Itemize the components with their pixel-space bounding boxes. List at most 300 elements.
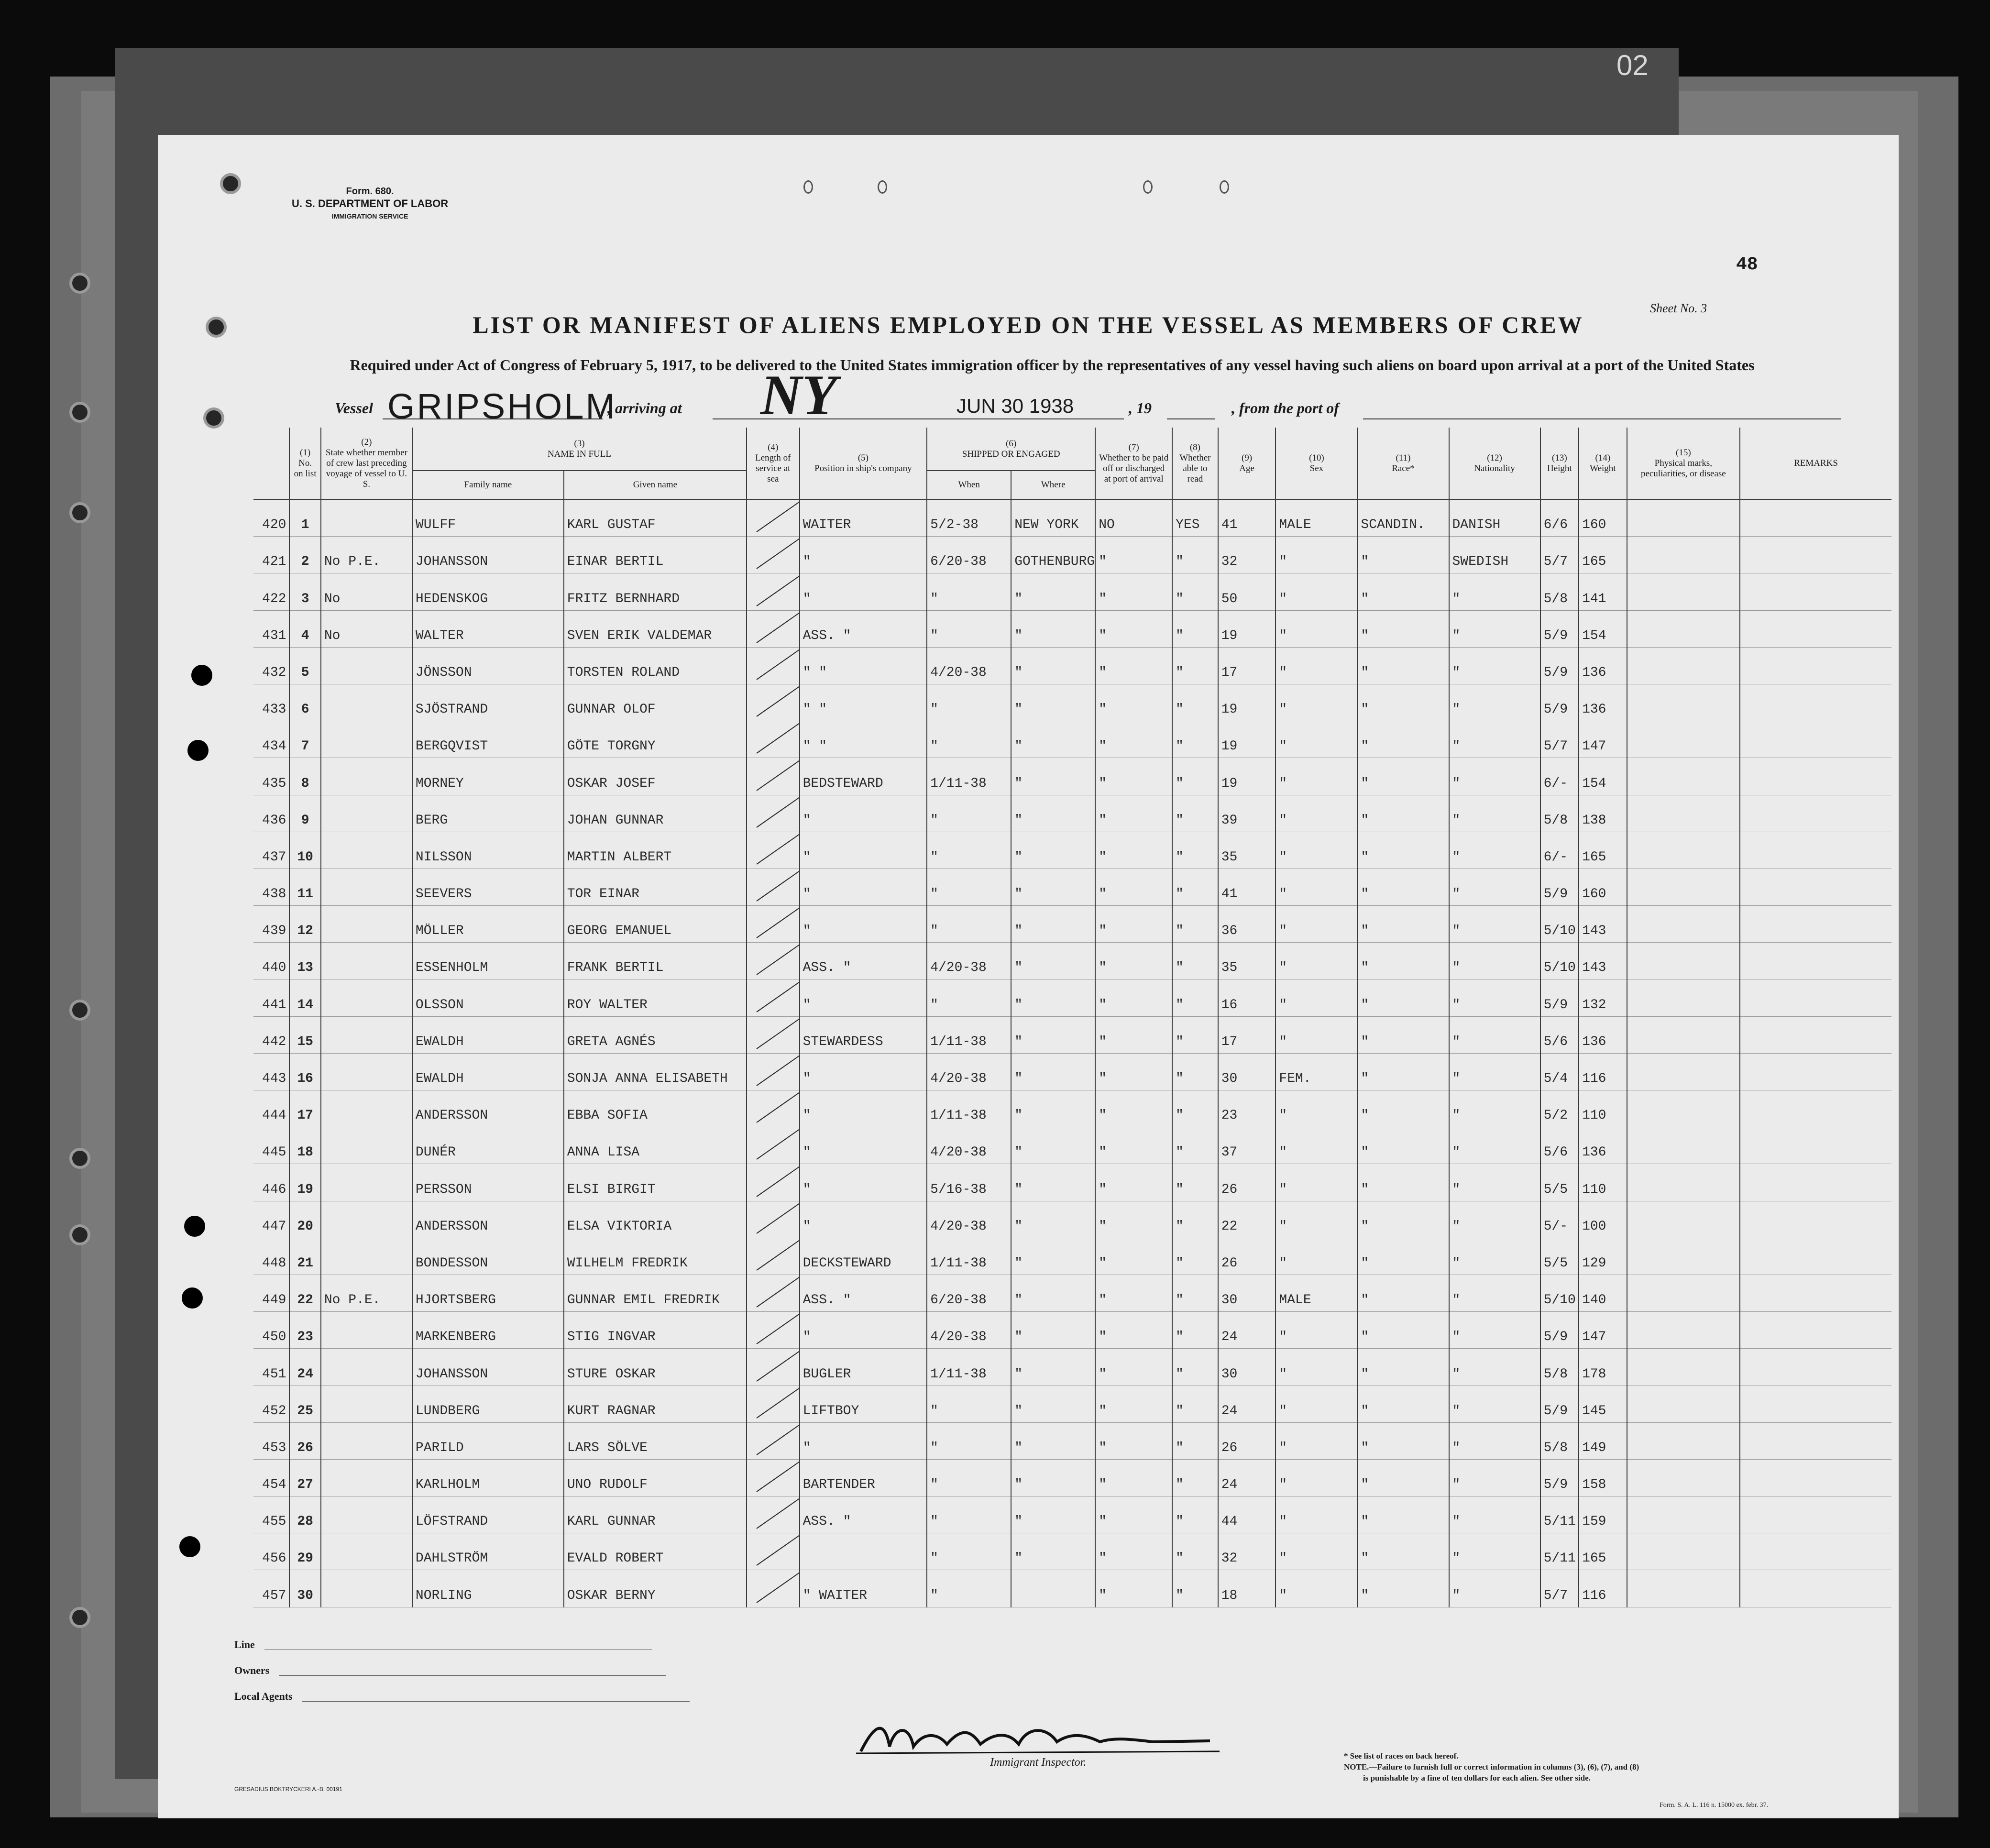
shipped-when-cell: 1/11-38 bbox=[927, 1016, 1011, 1053]
able-to-read-cell: " bbox=[1172, 610, 1218, 647]
from-port-label: , from the port of bbox=[1231, 399, 1339, 417]
age-cell: 24 bbox=[1218, 1312, 1276, 1349]
position-cell: LIFTBOY bbox=[800, 1386, 927, 1422]
remarks-cell bbox=[1740, 1201, 1891, 1238]
age-cell: 32 bbox=[1218, 1533, 1276, 1570]
service-length-cell bbox=[747, 979, 800, 1016]
list-prefix-number: 448 bbox=[253, 1238, 289, 1275]
age-cell: 22 bbox=[1218, 1201, 1276, 1238]
weight-cell: 154 bbox=[1579, 610, 1627, 647]
list-prefix-number: 451 bbox=[253, 1349, 289, 1386]
weight-cell: 140 bbox=[1579, 1275, 1627, 1311]
able-to-read-cell: " bbox=[1172, 1201, 1218, 1238]
service-length-cell bbox=[747, 573, 800, 610]
arriving-label: , arriving at bbox=[607, 399, 682, 417]
footnotes bbox=[1344, 1750, 1639, 1783]
race-cell: " bbox=[1357, 1090, 1449, 1127]
given-name-cell: ELSA VIKTORIA bbox=[564, 1201, 747, 1238]
list-prefix-number: 455 bbox=[253, 1496, 289, 1533]
check-mark bbox=[756, 1275, 799, 1308]
shipped-when-cell: " bbox=[927, 795, 1011, 832]
able-to-read-cell: " bbox=[1172, 1349, 1218, 1386]
col13-header bbox=[1540, 428, 1579, 499]
sex-cell: " bbox=[1275, 1459, 1357, 1496]
age-cell: 17 bbox=[1218, 647, 1276, 684]
previous-voyage-cell bbox=[321, 647, 412, 684]
list-number: 25 bbox=[289, 1386, 320, 1422]
shipped-when-cell: 1/11-38 bbox=[927, 1238, 1011, 1275]
underline bbox=[713, 418, 1124, 419]
manifest-page bbox=[158, 135, 1899, 1818]
able-to-read-cell: " bbox=[1172, 1533, 1218, 1570]
weight-cell: 147 bbox=[1579, 721, 1627, 758]
underline bbox=[383, 418, 603, 419]
physical-marks-cell bbox=[1627, 1016, 1740, 1053]
age-cell: 35 bbox=[1218, 943, 1276, 979]
remarks-cell bbox=[1740, 758, 1891, 795]
race-cell: " bbox=[1357, 537, 1449, 573]
sex-cell: " bbox=[1275, 721, 1357, 758]
given-name-cell: WILHELM FREDRIK bbox=[564, 1238, 747, 1275]
able-to-read-cell: " bbox=[1172, 1238, 1218, 1275]
height-cell: 5/7 bbox=[1540, 537, 1579, 573]
family-name-cell: SEEVERS bbox=[412, 869, 564, 905]
age-cell: 32 bbox=[1218, 537, 1276, 573]
col-number: (15) bbox=[1676, 447, 1691, 458]
shipped-where-cell: " bbox=[1011, 1201, 1095, 1238]
binder-hole bbox=[878, 180, 887, 194]
physical-marks-cell bbox=[1627, 647, 1740, 684]
check-mark bbox=[756, 684, 799, 717]
shipped-where-cell: " bbox=[1011, 979, 1095, 1016]
family-name-cell: OLSSON bbox=[412, 979, 564, 1016]
position-cell: " bbox=[800, 832, 927, 869]
local-agents-label: Local Agents bbox=[234, 1690, 293, 1702]
shipped-where-cell: " bbox=[1011, 1459, 1095, 1496]
family-name-cell: KARLHOLM bbox=[412, 1459, 564, 1496]
blank-line bbox=[302, 1701, 690, 1702]
check-mark bbox=[756, 647, 799, 680]
check-mark bbox=[756, 1090, 799, 1123]
height-cell: 5/8 bbox=[1540, 1349, 1579, 1386]
physical-marks-cell bbox=[1627, 1533, 1740, 1570]
list-prefix-number: 446 bbox=[253, 1164, 289, 1201]
family-name-cell: WALTER bbox=[412, 610, 564, 647]
shipped-when-cell: " bbox=[927, 1386, 1011, 1422]
position-cell: " bbox=[800, 906, 927, 943]
sex-cell: " bbox=[1275, 1090, 1357, 1127]
race-cell: " bbox=[1357, 1238, 1449, 1275]
physical-marks-cell bbox=[1627, 1349, 1740, 1386]
shipped-where-cell: " bbox=[1011, 1090, 1095, 1127]
list-prefix-number: 436 bbox=[253, 795, 289, 832]
shipped-when-cell: 1/11-38 bbox=[927, 1090, 1011, 1127]
weight-cell: 110 bbox=[1579, 1090, 1627, 1127]
footer-agents bbox=[234, 1683, 690, 1709]
able-to-read-cell: " bbox=[1172, 1090, 1218, 1127]
weight-cell: 145 bbox=[1579, 1386, 1627, 1422]
binder-hole bbox=[203, 407, 224, 429]
physical-marks-cell bbox=[1627, 869, 1740, 905]
list-number: 23 bbox=[289, 1312, 320, 1349]
family-name-cell: MÖLLER bbox=[412, 906, 564, 943]
previous-voyage-cell bbox=[321, 869, 412, 905]
list-prefix-number: 445 bbox=[253, 1127, 289, 1164]
list-number: 15 bbox=[289, 1016, 320, 1053]
physical-marks-cell bbox=[1627, 1386, 1740, 1422]
paid-off-cell: " bbox=[1095, 943, 1172, 979]
physical-marks-cell bbox=[1627, 832, 1740, 869]
able-to-read-cell: " bbox=[1172, 1386, 1218, 1422]
race-cell: " bbox=[1357, 1459, 1449, 1496]
shipped-where-cell: " bbox=[1011, 943, 1095, 979]
vessel-name: GRIPSHOLM bbox=[387, 386, 617, 426]
previous-voyage-cell bbox=[321, 1459, 412, 1496]
binder-hole bbox=[69, 502, 90, 523]
physical-marks-cell bbox=[1627, 573, 1740, 610]
check-mark bbox=[756, 1201, 799, 1234]
check-mark bbox=[756, 499, 799, 532]
sex-cell: " bbox=[1275, 1201, 1357, 1238]
list-prefix-number: 437 bbox=[253, 832, 289, 869]
table-row bbox=[253, 795, 1891, 832]
service-length-cell bbox=[747, 1422, 800, 1459]
shipped-when-cell: " bbox=[927, 869, 1011, 905]
previous-voyage-cell bbox=[321, 1570, 412, 1607]
table-row bbox=[253, 647, 1891, 684]
position-cell: " " bbox=[800, 721, 927, 758]
service-length-cell bbox=[747, 1090, 800, 1127]
check-mark bbox=[756, 1533, 799, 1566]
nationality-cell: " bbox=[1449, 1201, 1540, 1238]
physical-marks-cell bbox=[1627, 1422, 1740, 1459]
list-prefix-number: 439 bbox=[253, 906, 289, 943]
check-mark bbox=[756, 1312, 799, 1345]
remarks-cell bbox=[1740, 1090, 1891, 1127]
previous-voyage-cell: No P.E. bbox=[321, 537, 412, 573]
remarks-cell bbox=[1740, 979, 1891, 1016]
paid-off-cell: " bbox=[1095, 684, 1172, 721]
shipped-when-cell: 5/16-38 bbox=[927, 1164, 1011, 1201]
able-to-read-cell: YES bbox=[1172, 499, 1218, 537]
weight-cell: 136 bbox=[1579, 684, 1627, 721]
remarks-cell bbox=[1740, 1422, 1891, 1459]
race-cell: " bbox=[1357, 943, 1449, 979]
age-cell: 41 bbox=[1218, 869, 1276, 905]
col-number: (8) bbox=[1189, 442, 1200, 452]
height-cell: 5/- bbox=[1540, 1201, 1579, 1238]
col14-header bbox=[1579, 428, 1627, 499]
col-label: NAME IN FULL bbox=[547, 449, 611, 459]
manifest-title: LIST OR MANIFEST OF ALIENS EMPLOYED ON THE VESSEL AS MEMBERS OF CREW bbox=[473, 311, 1584, 338]
crew-manifest-table bbox=[253, 428, 1891, 1607]
weight-cell: 136 bbox=[1579, 1016, 1627, 1053]
paid-off-cell: " bbox=[1095, 1127, 1172, 1164]
height-cell: 5/9 bbox=[1540, 610, 1579, 647]
weight-cell: 165 bbox=[1579, 832, 1627, 869]
table-row bbox=[253, 906, 1891, 943]
nationality-cell: " bbox=[1449, 721, 1540, 758]
paid-off-cell: NO bbox=[1095, 499, 1172, 537]
table-row bbox=[253, 721, 1891, 758]
weight-cell: 165 bbox=[1579, 1533, 1627, 1570]
nationality-cell: " bbox=[1449, 1386, 1540, 1422]
shipped-where-cell: " bbox=[1011, 869, 1095, 905]
check-mark bbox=[756, 1386, 799, 1419]
given-name-cell: TOR EINAR bbox=[564, 869, 747, 905]
nationality-cell: " bbox=[1449, 1533, 1540, 1570]
able-to-read-cell: " bbox=[1172, 979, 1218, 1016]
paid-off-cell: " bbox=[1095, 795, 1172, 832]
remarks-cell bbox=[1740, 1164, 1891, 1201]
able-to-read-cell: " bbox=[1172, 943, 1218, 979]
sex-cell: " bbox=[1275, 647, 1357, 684]
age-cell: 50 bbox=[1218, 573, 1276, 610]
position-cell: " " bbox=[800, 647, 927, 684]
table-row bbox=[253, 610, 1891, 647]
race-cell: " bbox=[1357, 721, 1449, 758]
fine-note: NOTE.—Failure to furnish full or correct information in columns (3), (6), (7), and (8) bbox=[1344, 1762, 1639, 1771]
age-cell: 16 bbox=[1218, 979, 1276, 1016]
shipped-where-cell: " bbox=[1011, 1275, 1095, 1311]
binder-hole bbox=[803, 180, 813, 194]
nationality-cell: " bbox=[1449, 1275, 1540, 1311]
binder-hole bbox=[179, 1536, 200, 1557]
list-prefix-number: 457 bbox=[253, 1570, 289, 1607]
col9-header bbox=[1218, 428, 1276, 499]
shipped-where-cell: " bbox=[1011, 1422, 1095, 1459]
list-number: 14 bbox=[289, 979, 320, 1016]
shipped-when-cell: " bbox=[927, 573, 1011, 610]
shipped-when-cell: 4/20-38 bbox=[927, 1127, 1011, 1164]
col4-header bbox=[747, 428, 800, 499]
col-label: Height bbox=[1547, 463, 1572, 473]
position-cell: ASS. " bbox=[800, 1275, 927, 1311]
height-cell: 6/6 bbox=[1540, 499, 1579, 537]
col-number: (12) bbox=[1487, 452, 1502, 463]
height-cell: 5/6 bbox=[1540, 1016, 1579, 1053]
list-number: 24 bbox=[289, 1349, 320, 1386]
sex-cell: " bbox=[1275, 1164, 1357, 1201]
weight-cell: 141 bbox=[1579, 573, 1627, 610]
check-mark bbox=[756, 573, 799, 606]
list-number: 8 bbox=[289, 758, 320, 795]
remarks-cell bbox=[1740, 1570, 1891, 1607]
height-cell: 5/4 bbox=[1540, 1053, 1579, 1090]
race-cell: " bbox=[1357, 1570, 1449, 1607]
paid-off-cell: " bbox=[1095, 1164, 1172, 1201]
age-cell: 30 bbox=[1218, 1053, 1276, 1090]
sex-cell: FEM. bbox=[1275, 1053, 1357, 1090]
able-to-read-cell: " bbox=[1172, 684, 1218, 721]
remarks-cell bbox=[1740, 1533, 1891, 1570]
table-row bbox=[253, 1496, 1891, 1533]
nationality-cell: SWEDISH bbox=[1449, 537, 1540, 573]
table-row bbox=[253, 1349, 1891, 1386]
remarks-cell bbox=[1740, 499, 1891, 537]
nationality-cell: " bbox=[1449, 1422, 1540, 1459]
physical-marks-cell bbox=[1627, 979, 1740, 1016]
nationality-cell: " bbox=[1449, 869, 1540, 905]
paid-off-cell: " bbox=[1095, 1422, 1172, 1459]
height-cell: 5/5 bbox=[1540, 1238, 1579, 1275]
able-to-read-cell: " bbox=[1172, 1127, 1218, 1164]
check-mark bbox=[756, 1349, 799, 1382]
previous-voyage-cell bbox=[321, 1312, 412, 1349]
weight-cell: 154 bbox=[1579, 758, 1627, 795]
race-cell: " bbox=[1357, 1386, 1449, 1422]
table-row bbox=[253, 1016, 1891, 1053]
height-cell: 5/6 bbox=[1540, 1127, 1579, 1164]
sheet-number-value: 3 bbox=[1701, 301, 1707, 315]
list-number: 2 bbox=[289, 537, 320, 573]
physical-marks-cell bbox=[1627, 721, 1740, 758]
race-cell: " bbox=[1357, 869, 1449, 905]
sex-cell: " bbox=[1275, 869, 1357, 905]
age-cell: 23 bbox=[1218, 1090, 1276, 1127]
given-name-cell: ANNA LISA bbox=[564, 1127, 747, 1164]
arriving-port: NY bbox=[760, 363, 837, 427]
race-cell: " bbox=[1357, 647, 1449, 684]
list-number: 10 bbox=[289, 832, 320, 869]
given-name-cell: STIG INGVAR bbox=[564, 1312, 747, 1349]
previous-voyage-cell bbox=[321, 1422, 412, 1459]
table-row bbox=[253, 1164, 1891, 1201]
table-row bbox=[253, 1053, 1891, 1090]
race-cell: " bbox=[1357, 610, 1449, 647]
shipped-where-cell: " bbox=[1011, 1349, 1095, 1386]
given-name-cell: OSKAR BERNY bbox=[564, 1570, 747, 1607]
weight-cell: 160 bbox=[1579, 869, 1627, 905]
underline bbox=[1167, 418, 1215, 419]
service-length-cell bbox=[747, 1459, 800, 1496]
check-mark bbox=[756, 1127, 799, 1160]
previous-voyage-cell bbox=[321, 721, 412, 758]
check-mark bbox=[756, 1570, 799, 1603]
race-cell: " bbox=[1357, 979, 1449, 1016]
list-number: 4 bbox=[289, 610, 320, 647]
check-mark bbox=[756, 1164, 799, 1197]
service-name: IMMIGRATION SERVICE bbox=[331, 212, 408, 220]
able-to-read-cell: " bbox=[1172, 906, 1218, 943]
weight-cell: 158 bbox=[1579, 1459, 1627, 1496]
col-number: (14) bbox=[1595, 452, 1611, 463]
shipped-where-cell: " bbox=[1011, 1312, 1095, 1349]
remarks-cell bbox=[1740, 573, 1891, 610]
position-cell: " bbox=[800, 869, 927, 905]
binder-hole bbox=[69, 1148, 90, 1169]
col10-header bbox=[1275, 428, 1357, 499]
age-cell: 44 bbox=[1218, 1496, 1276, 1533]
able-to-read-cell: " bbox=[1172, 1053, 1218, 1090]
list-number: 19 bbox=[289, 1164, 320, 1201]
previous-voyage-cell bbox=[321, 1016, 412, 1053]
shipped-when-cell: " bbox=[927, 721, 1011, 758]
col-label: SHIPPED OR ENGAGED bbox=[962, 449, 1060, 459]
age-cell: 37 bbox=[1218, 1127, 1276, 1164]
remarks-cell bbox=[1740, 943, 1891, 979]
family-name-cell: EWALDH bbox=[412, 1016, 564, 1053]
paid-off-cell: " bbox=[1095, 721, 1172, 758]
check-mark bbox=[756, 1053, 799, 1086]
form-sal-number: Form. S. A. L. 116 n. 15000 ex. febr. 37. bbox=[1660, 1802, 1768, 1809]
shipped-where-cell bbox=[1011, 1570, 1095, 1607]
shipped-where-cell: " bbox=[1011, 1496, 1095, 1533]
paid-off-cell: " bbox=[1095, 573, 1172, 610]
able-to-read-cell: " bbox=[1172, 1459, 1218, 1496]
col-label: Race* bbox=[1392, 463, 1415, 473]
paid-off-cell: " bbox=[1095, 906, 1172, 943]
nationality-cell: " bbox=[1449, 1312, 1540, 1349]
position-cell: " bbox=[800, 573, 927, 610]
height-cell: 5/10 bbox=[1540, 906, 1579, 943]
shipped-where-cell: " bbox=[1011, 906, 1095, 943]
nationality-cell: " bbox=[1449, 647, 1540, 684]
previous-voyage-cell bbox=[321, 795, 412, 832]
table-row bbox=[253, 943, 1891, 979]
shipped-where-cell: " bbox=[1011, 1053, 1095, 1090]
sex-cell: " bbox=[1275, 684, 1357, 721]
given-name-cell: TORSTEN ROLAND bbox=[564, 647, 747, 684]
table-row bbox=[253, 537, 1891, 573]
sex-cell: " bbox=[1275, 832, 1357, 869]
family-name-cell: ESSENHOLM bbox=[412, 943, 564, 979]
shipped-where-cell: " bbox=[1011, 1016, 1095, 1053]
binder-hole bbox=[69, 402, 90, 423]
previous-voyage-cell bbox=[321, 1201, 412, 1238]
nationality-cell: " bbox=[1449, 1053, 1540, 1090]
list-prefix-number: 449 bbox=[253, 1275, 289, 1311]
service-length-cell bbox=[747, 684, 800, 721]
service-length-cell bbox=[747, 647, 800, 684]
weight-cell: 160 bbox=[1579, 499, 1627, 537]
list-number: 7 bbox=[289, 721, 320, 758]
able-to-read-cell: " bbox=[1172, 1312, 1218, 1349]
given-name-cell: GEORG EMANUEL bbox=[564, 906, 747, 943]
col-label: Age bbox=[1239, 463, 1254, 473]
able-to-read-cell: " bbox=[1172, 758, 1218, 795]
table-row bbox=[253, 499, 1891, 537]
form-header bbox=[292, 185, 448, 222]
height-cell: 5/11 bbox=[1540, 1496, 1579, 1533]
shipped-when-cell: 6/20-38 bbox=[927, 537, 1011, 573]
list-number: 6 bbox=[289, 684, 320, 721]
paid-off-cell: " bbox=[1095, 832, 1172, 869]
check-mark bbox=[756, 1422, 799, 1455]
nationality-cell: " bbox=[1449, 1349, 1540, 1386]
previous-voyage-cell bbox=[321, 1238, 412, 1275]
able-to-read-cell: " bbox=[1172, 721, 1218, 758]
height-cell: 5/9 bbox=[1540, 979, 1579, 1016]
list-prefix-number: 442 bbox=[253, 1016, 289, 1053]
binder-hole bbox=[184, 1216, 205, 1237]
age-cell: 19 bbox=[1218, 610, 1276, 647]
family-name-cell: PERSSON bbox=[412, 1164, 564, 1201]
shipped-when-cell: " bbox=[927, 832, 1011, 869]
list-prefix-number: 453 bbox=[253, 1422, 289, 1459]
position-cell: DECKSTEWARD bbox=[800, 1238, 927, 1275]
family-name-header: Family name bbox=[412, 471, 564, 499]
list-number: 26 bbox=[289, 1422, 320, 1459]
list-number: 3 bbox=[289, 573, 320, 610]
service-length-cell bbox=[747, 1312, 800, 1349]
age-cell: 30 bbox=[1218, 1349, 1276, 1386]
paid-off-cell: " bbox=[1095, 869, 1172, 905]
service-length-cell bbox=[747, 1127, 800, 1164]
col-number: (13) bbox=[1552, 452, 1567, 463]
weight-cell: 147 bbox=[1579, 1312, 1627, 1349]
paid-off-cell: " bbox=[1095, 1386, 1172, 1422]
